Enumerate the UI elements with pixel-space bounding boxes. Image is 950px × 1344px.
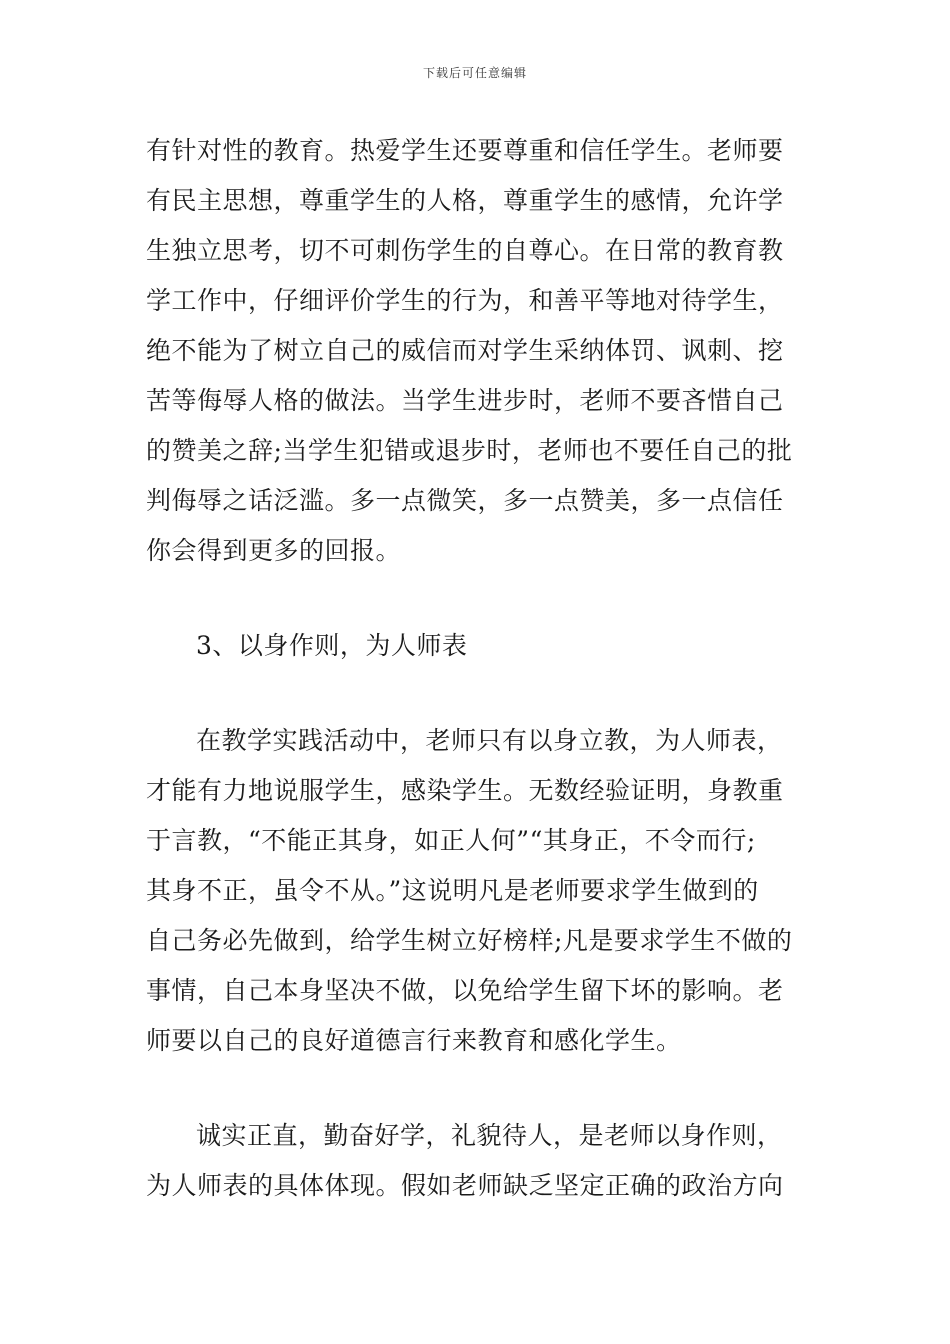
paragraph-spacer xyxy=(146,576,810,621)
text-line: 有针对性的教育。热爱学生还要尊重和信任学生。老师要 xyxy=(146,136,784,165)
heading-text: 3、以身作则，为人师表 xyxy=(196,631,468,660)
text-line: 于言教，“不能正其身，如正人何”“其身正，不令而行; xyxy=(146,826,756,855)
section-heading xyxy=(146,621,810,671)
paragraph-1 xyxy=(146,126,810,576)
paragraph-2 xyxy=(146,716,810,1066)
text-line: 事情，自己本身坚决不做，以免给学生留下坏的影响。老 xyxy=(146,976,784,1005)
text-line: 自己务必先做到，给学生树立好榜样;凡是要求学生不做的 xyxy=(146,926,793,955)
text-line: 在教学实践活动中，老师只有以身立教，为人师表， xyxy=(196,726,783,755)
paragraph-3 xyxy=(146,1111,810,1211)
document-body xyxy=(146,126,810,1211)
text-line: 师要以自己的良好道德言行来教育和感化学生。 xyxy=(146,1026,682,1055)
text-line: 有民主思想，尊重学生的人格，尊重学生的感情，允许学 xyxy=(146,186,784,215)
text-line: 学工作中，仔细评价学生的行为，和善平等地对待学生， xyxy=(146,286,784,315)
page-header: 下载后可任意编辑 xyxy=(422,66,527,80)
text-line: 绝不能为了树立自己的威信而对学生采纳体罚、讽刺、挖 xyxy=(146,336,784,365)
text-line: 才能有力地说服学生，感染学生。无数经验证明，身教重 xyxy=(146,776,784,805)
text-line: 生独立思考，切不可刺伤学生的自尊心。在日常的教育教 xyxy=(146,236,784,265)
text-line: 你会得到更多的回报。 xyxy=(146,536,402,565)
text-line: 的赞美之辞;当学生犯错或退步时，老师也不要任自己的批 xyxy=(146,436,793,465)
paragraph-spacer xyxy=(146,671,810,716)
text-line: 苦等侮辱人格的做法。当学生进步时，老师不要吝惜自己 xyxy=(146,386,784,415)
text-line: 其身不正，虽令不从。”这说明凡是老师要求学生做到的 xyxy=(146,876,759,905)
text-line: 诚实正直，勤奋好学，礼貌待人，是老师以身作则， xyxy=(196,1121,783,1150)
text-line: 为人师表的具体体现。假如老师缺乏坚定正确的政治方向 xyxy=(146,1171,784,1200)
text-line: 判侮辱之话泛滥。多一点微笑，多一点赞美，多一点信任 xyxy=(146,486,784,515)
paragraph-spacer xyxy=(146,1066,810,1111)
